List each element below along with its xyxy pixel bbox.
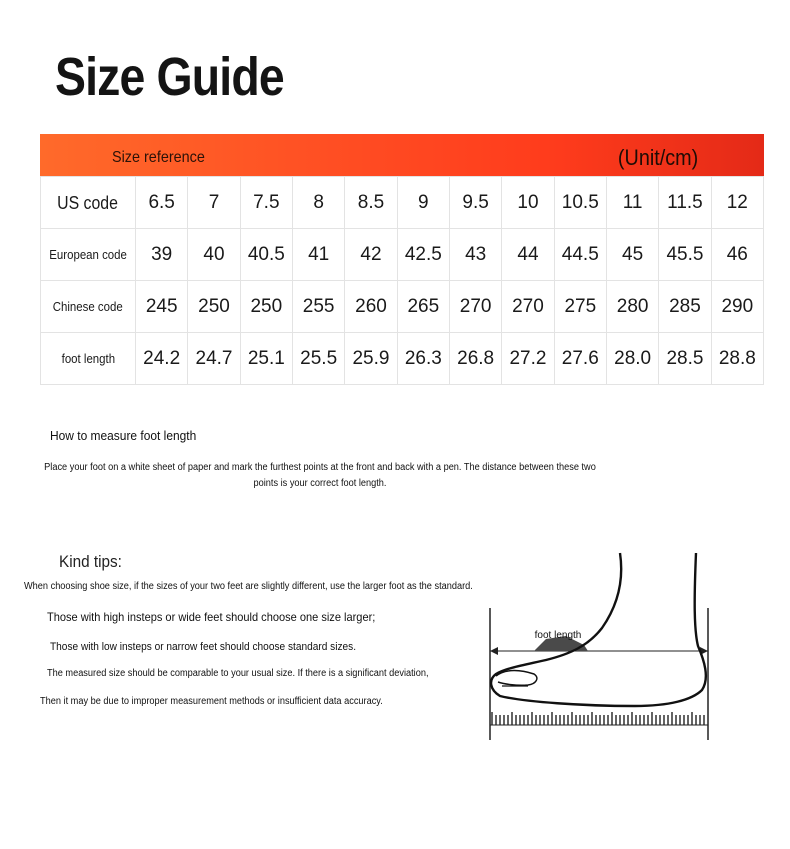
table-cell: 275 — [554, 281, 606, 333]
table-cell: 11.5 — [659, 177, 711, 229]
table-cell: 6.5 — [136, 177, 188, 229]
table-cell: 42 — [345, 229, 397, 281]
table-row — [41, 281, 764, 333]
tip-item: Then it may be due to improper measurement methods or insufficient data accuracy. — [40, 696, 383, 707]
row-label — [41, 229, 136, 281]
table-row — [41, 333, 764, 385]
table-cell: 7 — [188, 177, 240, 229]
size-table — [40, 176, 764, 385]
table-cell: 24.2 — [136, 333, 188, 385]
tips-title: Kind tips: — [59, 552, 122, 571]
table-cell: 26.8 — [449, 333, 501, 385]
table-cell: 280 — [606, 281, 658, 333]
table-cell: 40 — [188, 229, 240, 281]
table-cell: 43 — [449, 229, 501, 281]
table-cell: 12 — [711, 177, 763, 229]
table-cell: 9.5 — [449, 177, 501, 229]
page-title: Size Guide — [55, 47, 284, 107]
foot-outline — [491, 553, 706, 706]
foot-length-label: foot length — [534, 630, 582, 641]
table-cell: 270 — [449, 281, 501, 333]
table-cell: 41 — [292, 229, 344, 281]
table-cell: 24.7 — [188, 333, 240, 385]
table-cell: 42.5 — [397, 229, 449, 281]
table-cell: 28.5 — [659, 333, 711, 385]
big-toe-outline — [496, 671, 537, 686]
measure-instructions: Place your foot on a white sheet of paper and mark the furthest points at the front and back with a pen. The distance between these two points is your correct foot length. — [44, 462, 596, 489]
table-cell: 27.2 — [502, 333, 554, 385]
row-label-text: European code — [49, 246, 127, 262]
table-cell: 245 — [136, 281, 188, 333]
row-label-text: US code — [57, 192, 119, 213]
table-cell: 8 — [292, 177, 344, 229]
tip-item: The measured size should be comparable to your usual size. If there is a significant deviation, — [47, 668, 429, 679]
table-row — [41, 177, 764, 229]
table-cell: 10.5 — [554, 177, 606, 229]
size-reference-banner — [40, 134, 764, 176]
table-cell: 46 — [711, 229, 763, 281]
table-cell: 28.0 — [606, 333, 658, 385]
ruler — [492, 712, 704, 725]
table-cell: 25.1 — [240, 333, 292, 385]
table-cell: 290 — [711, 281, 763, 333]
table-cell: 255 — [292, 281, 344, 333]
tip-item: Those with high insteps or wide feet should choose one size larger; — [47, 610, 376, 624]
table-cell: 8.5 — [345, 177, 397, 229]
table-cell: 39 — [136, 229, 188, 281]
table-cell: 270 — [502, 281, 554, 333]
measure-title: How to measure foot length — [50, 428, 197, 443]
table-cell: 44.5 — [554, 229, 606, 281]
table-cell: 25.9 — [345, 333, 397, 385]
table-cell: 250 — [240, 281, 292, 333]
foot-measurement-illustration — [484, 550, 716, 745]
table-cell: 7.5 — [240, 177, 292, 229]
table-cell: 44 — [502, 229, 554, 281]
row-label — [41, 333, 136, 385]
table-cell: 40.5 — [240, 229, 292, 281]
row-label-text: foot length — [61, 350, 115, 366]
table-cell: 27.6 — [554, 333, 606, 385]
row-label — [41, 281, 136, 333]
tip-item: When choosing shoe size, if the sizes of your two feet are slightly different, use the larger foot as the standard. — [24, 581, 473, 592]
row-label-text: Chinese code — [53, 298, 123, 314]
table-cell: 265 — [397, 281, 449, 333]
banner-title: Size reference — [112, 149, 205, 166]
table-cell: 28.8 — [711, 333, 763, 385]
arrow-left-icon — [490, 647, 498, 655]
table-row — [41, 229, 764, 281]
table-cell: 25.5 — [292, 333, 344, 385]
table-cell: 285 — [659, 281, 711, 333]
tip-item: Those with low insteps or narrow feet should choose standard sizes. — [50, 641, 357, 653]
table-cell: 11 — [606, 177, 658, 229]
table-cell: 9 — [397, 177, 449, 229]
unit-label: (Unit/cm) — [617, 145, 698, 170]
table-cell: 10 — [502, 177, 554, 229]
table-cell: 26.3 — [397, 333, 449, 385]
table-cell: 45 — [606, 229, 658, 281]
row-label — [41, 177, 136, 229]
table-cell: 260 — [345, 281, 397, 333]
table-cell: 45.5 — [659, 229, 711, 281]
table-cell: 250 — [188, 281, 240, 333]
